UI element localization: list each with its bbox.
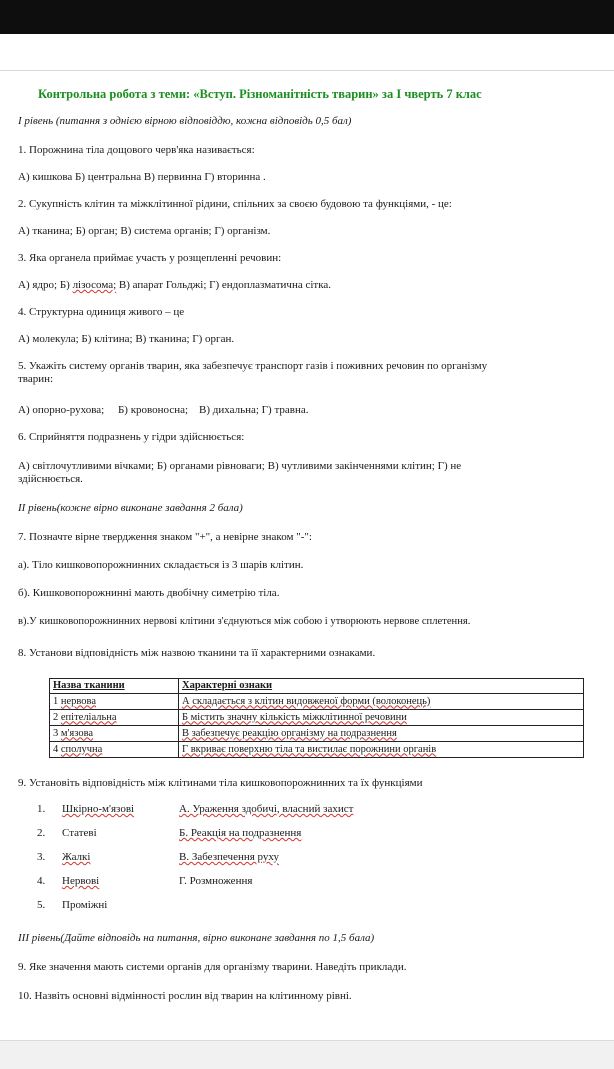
table-header-row [50, 679, 584, 694]
question-3: 3. Яка органела приймає участь у розщепленні речовин: [18, 252, 282, 264]
cell-type-3: Жалкі [62, 851, 91, 863]
list-number: 3. [37, 851, 46, 863]
cell-type-5: Проміжні [62, 899, 108, 911]
cell-type-2: Статеві [62, 827, 97, 839]
statement-7c: в).У кишковопорожнинних нервові клітини з'єднуються між собою і утворюють нервове сплетення. [18, 616, 471, 627]
question-2: 2. Сукупність клітин та міжклітинної рідини, спільних за своєю будовою та функціями, - це: [18, 198, 452, 210]
level-3-heading: ІІІ рівень(Дайте відповідь на питання, вірно виконане завдання по 1,5 бала) [18, 932, 375, 944]
table-cell-name: 2 епітеліальна [50, 710, 179, 726]
document-page [0, 70, 614, 1040]
function-c: В. Забезпечення руху [179, 851, 279, 863]
statement-7a: а). Тіло кишковопорожнинних складається із 3 шарів клітин. [18, 559, 304, 571]
viewer-header [0, 34, 614, 71]
function-d: Г. Розмноження [179, 875, 253, 887]
table-row [50, 710, 584, 726]
question-6: 6. Сприйняття подразнень у гідри здійснюється: [18, 431, 245, 443]
function-a: А. Ураження здобичі, власний захист [179, 803, 354, 815]
table-cell-desc: В забезпечує реакцію організму на подразнення [179, 726, 584, 742]
table-cell-name: 3 м'язова [50, 726, 179, 742]
table-cell-desc: А складається з клітин видовженої форми (волоконець) [179, 694, 584, 710]
document-title: Контрольна робота з теми: «Вступ. Різноманітність тварин» за І чверть 7 клас [38, 87, 482, 101]
function-b: Б. Реакція на подразнення [179, 827, 302, 839]
question-5-line-1: 5. Укажіть систему органів тварин, яка забезпечує транспорт газів і поживних речовин по організму [18, 360, 488, 372]
question-7: 7. Позначте вірне твердження знаком "+", а невірне знаком "-": [18, 531, 312, 543]
answers-4: А) молекула; Б) клітина; В) тканина; Г) орган. [18, 333, 235, 345]
question-8: 8. Установи відповідність між назвою тканини та її характерними ознаками. [18, 647, 376, 659]
bottom-bar [0, 1040, 614, 1069]
question-4: 4. Структурна одиниця живого – це [18, 306, 185, 318]
question-1: 1. Порожнина тіла дощового черв'яка називається: [18, 144, 255, 156]
cell-type-1: Шкірно-м'язові [62, 803, 135, 815]
table-row [50, 726, 584, 742]
question-10: 10. Назвіть основні відмінності рослин від тварин на клітинному рівні. [18, 990, 352, 1002]
question-9-match: 9. Установіть відповідність між клітинами тіла кишковопорожнинних та їх функціями [18, 777, 423, 789]
question-5-line-2: тварин: [18, 373, 54, 385]
table-header-name: Назва тканини [50, 679, 179, 694]
answers-6-line-2: здійснюється. [18, 473, 83, 485]
level-1-heading: І рівень (питання з однією вірною відповіддю, кожна відповідь 0,5 бал) [18, 115, 352, 127]
table-cell-name: 4 сполучна [50, 742, 179, 758]
question-9-open: 9. Яке значення мають системи органів для організму тварини. Наведіть приклади. [18, 961, 407, 973]
table-cell-desc: Б містить значну кількість міжклітинної речовини [179, 710, 584, 726]
top-dark-bar [0, 0, 614, 34]
statement-7b: б). Кишковопорожнинні мають двобічну симетрію тіла. [18, 587, 280, 599]
list-number: 5. [37, 899, 46, 911]
table-cell-desc: Г вкриває поверхню тіла та вистилає порожнини органів [179, 742, 584, 758]
table-cell-name: 1 нервова [50, 694, 179, 710]
answers-1: А) кишкова Б) центральна В) первинна Г) вторинна . [18, 171, 266, 183]
level-2-heading: ІІ рівень(кожне вірно виконане завдання 2 бала) [18, 502, 243, 514]
answers-3: А) ядро; Б) лізосома; В) апарат Гольджі; Г) ендоплазматична сітка. [18, 279, 332, 291]
table-row [50, 742, 584, 758]
table-header-features: Характерні ознаки [179, 679, 584, 694]
list-number: 4. [37, 875, 46, 887]
cell-type-4: Нервові [62, 875, 100, 887]
answers-2: А) тканина; Б) орган; В) система органів; Г) організм. [18, 225, 271, 237]
answers-5: А) опорно-рухова; Б) кровоносна; В) дихальна; Г) травна. [18, 404, 309, 416]
tissue-table [49, 678, 584, 758]
list-number: 2. [37, 827, 46, 839]
table-row [50, 694, 584, 710]
answers-6-line-1: А) світлочутливими вічками; Б) органами рівноваги; В) чутливими закінченнями клітин; Г) не [18, 460, 462, 472]
list-number: 1. [37, 803, 46, 815]
